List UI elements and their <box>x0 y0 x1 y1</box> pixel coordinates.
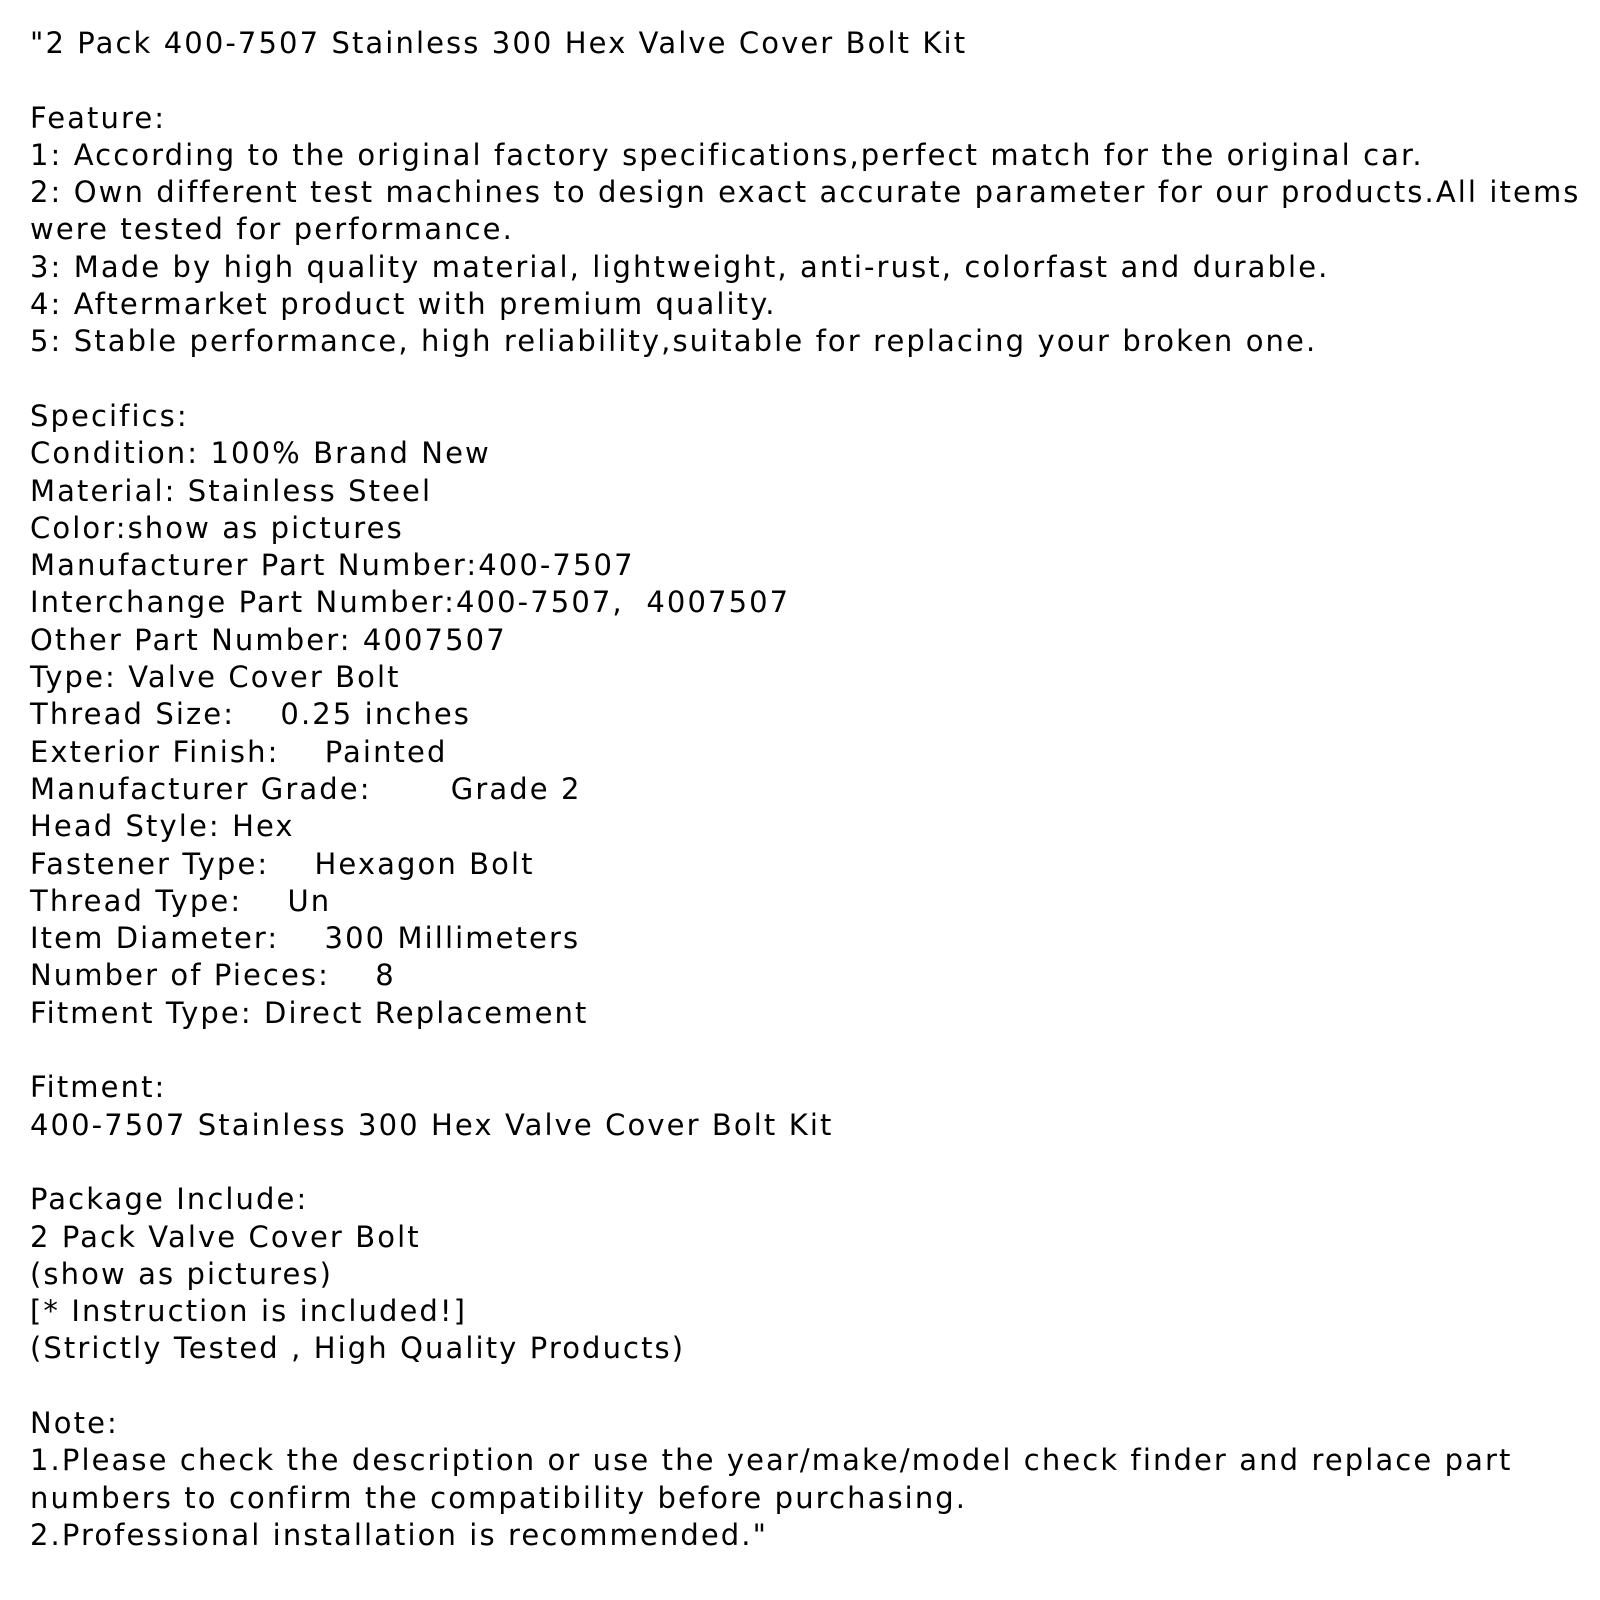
fitment-line: 400-7507 Stainless 300 Hex Valve Cover Bolt Kit <box>30 1107 834 1142</box>
product-description <box>30 25 1581 1554</box>
note-line: numbers to confirm the compatibility before purchasing. <box>30 1480 968 1515</box>
package-line: (show as pictures) <box>30 1256 334 1291</box>
spec-line: Interchange Part Number:400-7507, 4007507 <box>30 585 791 620</box>
specifics-section <box>30 398 1575 1032</box>
package-line: 2 Pack Valve Cover Bolt <box>30 1219 421 1254</box>
spec-line: Color:show as pictures <box>30 510 404 545</box>
blank-line <box>30 1032 1575 1069</box>
package-section <box>30 1181 1575 1367</box>
blank-line <box>30 1368 1575 1405</box>
feature-line: were tested for performance. <box>30 212 514 247</box>
page-title: "2 Pack 400-7507 Stainless 300 Hex Valve Cover Bolt Kit <box>30 26 968 60</box>
spec-line: Item Diameter: 300 Millimeters <box>30 921 581 956</box>
spec-line: Type: Valve Cover Bolt <box>30 660 401 695</box>
spec-line: Manufacturer Part Number:400-7507 <box>30 548 635 583</box>
spec-line: Condition: 100% Brand New <box>30 436 491 471</box>
spec-line: Head Style: Hex <box>30 809 295 844</box>
blank-line <box>30 62 1575 99</box>
spec-line: Fitment Type: Direct Replacement <box>30 995 589 1030</box>
fitment-section <box>30 1069 1575 1144</box>
spec-line: Manufacturer Grade: Grade 2 <box>30 771 582 806</box>
note-line: 2.Professional installation is recommended." <box>30 1517 769 1552</box>
spec-line: Fastener Type: Hexagon Bolt <box>30 846 535 881</box>
spec-line: Exterior Finish: Painted <box>30 734 448 769</box>
fitment-heading: Fitment: <box>30 1070 167 1105</box>
package-heading: Package Include: <box>30 1182 309 1217</box>
feature-line: 4: Aftermarket product with premium quality. <box>30 287 777 322</box>
package-line: [* Instruction is included!] <box>30 1294 468 1329</box>
note-heading: Note: <box>30 1405 119 1440</box>
feature-line: 1: According to the original factory specifications,perfect match for the original car. <box>30 137 1424 172</box>
feature-line: 5: Stable performance, high reliability,suitable for replacing your broken one. <box>30 324 1318 359</box>
spec-line: Number of Pieces: 8 <box>30 958 396 993</box>
note-line: 1.Please check the description or use the year/make/model check finder and replace part <box>30 1443 1513 1478</box>
package-line: (Strictly Tested , High Quality Products) <box>30 1331 686 1366</box>
blank-line <box>30 361 1575 398</box>
spec-line: Material: Stainless Steel <box>30 473 433 508</box>
feature-heading: Feature: <box>30 100 167 135</box>
spec-line: Thread Type: Un <box>30 883 332 918</box>
specifics-heading: Specifics: <box>30 398 189 433</box>
spec-line: Other Part Number: 4007507 <box>30 622 507 657</box>
feature-section <box>30 100 1581 361</box>
feature-line: 2: Own different test machines to design exact accurate parameter for our products.All items <box>30 175 1581 210</box>
blank-line <box>30 1144 1575 1181</box>
note-section <box>30 1405 1575 1554</box>
feature-line: 3: Made by high quality material, lightweight, anti-rust, colorfast and durable. <box>30 249 1330 284</box>
spec-line: Thread Size: 0.25 inches <box>30 697 471 732</box>
